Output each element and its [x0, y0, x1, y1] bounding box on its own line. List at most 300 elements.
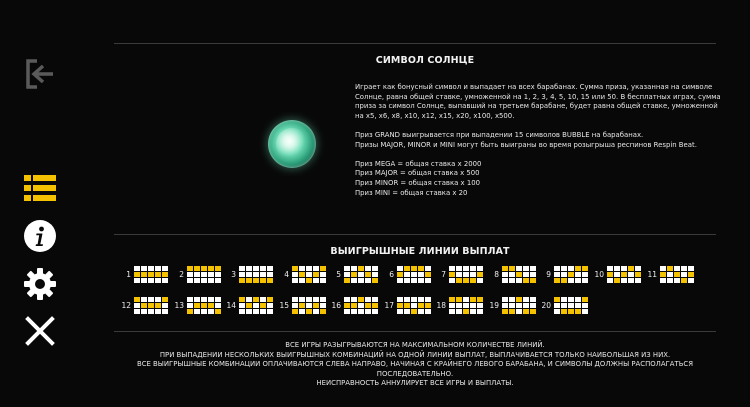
payline-cell-active — [667, 266, 673, 271]
middle-divider — [114, 234, 716, 235]
payline-cell-active — [404, 303, 410, 308]
payline-cell — [582, 303, 588, 308]
sun-symbol-description — [355, 83, 725, 198]
payline-cell — [530, 303, 536, 308]
payline-cell-active — [456, 297, 462, 302]
payline-cell — [260, 309, 266, 314]
payline-cell-active — [134, 297, 140, 302]
rules-line: ВСЕ ИГРЫ РАЗЫГРЫВАЮТСЯ НА МАКСИМАЛЬНОМ КОЛИЧЕСТВЕ ЛИНИЙ. — [285, 341, 545, 349]
payline-cell-active — [344, 278, 350, 283]
payline-cell-active — [575, 309, 581, 314]
payline-cell-active — [463, 278, 469, 283]
payline-number: 14 — [226, 301, 236, 310]
paylines-title: ВЫИГРЫШНЫЕ ЛИНИИ ВЫПЛАТ — [330, 246, 510, 257]
payline-cell — [358, 278, 364, 283]
payline-cell — [456, 309, 462, 314]
payline-cell — [509, 272, 515, 277]
payline-cell-active — [502, 309, 508, 314]
payline-cell — [134, 309, 140, 314]
payline-cell — [372, 272, 378, 277]
payline-cell — [215, 278, 221, 283]
payline-cell — [239, 266, 245, 271]
payline-cell — [463, 297, 469, 302]
payline-cell — [411, 303, 417, 308]
payline-cell — [449, 309, 455, 314]
payline-cell — [194, 272, 200, 277]
bottom-divider — [114, 331, 716, 332]
payline-item — [380, 297, 431, 314]
payline-cell — [292, 303, 298, 308]
payline-cell — [313, 278, 319, 283]
payline-cell — [253, 309, 259, 314]
payline-cell-active — [267, 278, 273, 283]
payline-number: 6 — [389, 270, 394, 279]
payline-cell-active — [260, 278, 266, 283]
payline-cell — [267, 309, 273, 314]
payline-cell-active — [628, 266, 634, 271]
payline-number: 17 — [384, 301, 394, 310]
payline-cell-active — [208, 303, 214, 308]
payline-cell — [201, 309, 207, 314]
payline-cell — [351, 266, 357, 271]
payline-cell — [568, 303, 574, 308]
payline-cell — [621, 266, 627, 271]
payline-cell — [246, 297, 252, 302]
payline-cell — [561, 266, 567, 271]
payline-cell-active — [568, 309, 574, 314]
payline-number: 15 — [279, 301, 289, 310]
payline-cell-active — [404, 266, 410, 271]
payline-number: 4 — [284, 270, 289, 279]
payline-cell — [141, 278, 147, 283]
payline-cell — [523, 297, 529, 302]
payline-cell — [635, 266, 641, 271]
payline-cell — [187, 272, 193, 277]
payline-cell — [681, 272, 687, 277]
exit-button[interactable] — [22, 56, 58, 92]
payline-cell-active — [306, 309, 312, 314]
payline-pattern — [292, 266, 326, 283]
payline-cell — [365, 278, 371, 283]
payline-cell-active — [449, 272, 455, 277]
payline-cell — [530, 266, 536, 271]
payline-cell — [463, 272, 469, 277]
payline-cell-active — [187, 309, 193, 314]
payline-cell — [516, 303, 522, 308]
payline-cell — [660, 278, 666, 283]
payline-cell — [365, 266, 371, 271]
payline-item — [432, 297, 483, 314]
payline-cell-active — [575, 266, 581, 271]
payline-cell — [628, 278, 634, 283]
payline-cell — [575, 272, 581, 277]
payline-number: 19 — [489, 301, 499, 310]
payline-cell — [246, 309, 252, 314]
payline-item — [275, 297, 326, 314]
payline-item — [275, 266, 326, 283]
payline-cell — [215, 297, 221, 302]
payline-cell — [561, 272, 567, 277]
payline-cell — [628, 272, 634, 277]
payline-cell — [470, 266, 476, 271]
payline-cell-active — [568, 272, 574, 277]
payline-pattern — [449, 266, 483, 283]
payline-cell — [635, 278, 641, 283]
payline-number: 16 — [331, 301, 341, 310]
payline-number: 1 — [126, 270, 131, 279]
payline-cell — [365, 309, 371, 314]
payline-cell — [470, 272, 476, 277]
payline-cell — [208, 278, 214, 283]
payline-number: 5 — [336, 270, 341, 279]
payline-cell — [155, 278, 161, 283]
payline-cell-active — [681, 278, 687, 283]
payline-cell-active — [358, 297, 364, 302]
payline-pattern — [554, 297, 588, 314]
payline-cell — [358, 303, 364, 308]
grand-prize-text: Приз GRAND выигрывается при выпадении 15 символов BUBBLE на барабанах. — [355, 130, 644, 139]
payline-cell — [575, 303, 581, 308]
payline-item — [117, 266, 168, 283]
payline-cell-active — [425, 272, 431, 277]
payline-cell — [411, 278, 417, 283]
payline-cell — [530, 272, 536, 277]
payline-cell-active — [155, 272, 161, 277]
payline-cell — [365, 297, 371, 302]
payline-cell — [516, 278, 522, 283]
payline-cell — [502, 278, 508, 283]
payline-cell-active — [292, 266, 298, 271]
payline-cell — [561, 297, 567, 302]
payline-item — [643, 266, 694, 283]
payline-cell — [404, 272, 410, 277]
payline-cell-active — [148, 272, 154, 277]
payline-cell — [404, 297, 410, 302]
payline-cell — [239, 272, 245, 277]
payline-cell-active — [372, 278, 378, 283]
close-icon — [25, 316, 55, 346]
payline-cell-active — [477, 297, 483, 302]
payline-cell — [239, 309, 245, 314]
payline-cell-active — [397, 272, 403, 277]
payline-item — [380, 266, 431, 283]
payline-cell — [313, 266, 319, 271]
payline-cell — [344, 272, 350, 277]
payline-cell — [344, 309, 350, 314]
payline-cell-active — [246, 278, 252, 283]
rules-line: ПРИ ВЫПАДЕНИИ НЕСКОЛЬКИХ ВЫИГРЫШНЫХ КОМБИНАЦИЙ НА ОДНОЙ ЛИНИИ ВЫПЛАТ, ВЫПЛАЧИВАЕТСЯ ТОЛЬКО НАИБОЛЬШАЯ ИЗ НИХ. — [159, 350, 671, 359]
payline-cell — [320, 272, 326, 277]
info-icon — [24, 220, 56, 252]
payline-cell — [162, 309, 168, 314]
payline-cell — [561, 303, 567, 308]
payline-cell — [155, 309, 161, 314]
payline-cell — [554, 309, 560, 314]
payline-cell — [320, 278, 326, 283]
payline-cell — [575, 297, 581, 302]
payline-pattern — [292, 297, 326, 314]
payline-cell — [215, 272, 221, 277]
payline-cell — [404, 309, 410, 314]
payline-cell — [351, 297, 357, 302]
payline-cell — [246, 272, 252, 277]
payline-cell — [688, 266, 694, 271]
payline-cell-active — [351, 303, 357, 308]
payline-cell-active — [411, 309, 417, 314]
payline-cell — [208, 309, 214, 314]
payline-cell-active — [306, 278, 312, 283]
payline-cell-active — [688, 272, 694, 277]
prize-mini: Приз MINI = общая ставка x 20 — [355, 188, 468, 197]
payline-cell — [582, 272, 588, 277]
exit-icon — [23, 57, 57, 91]
payline-cell — [141, 309, 147, 314]
payline-cell — [299, 297, 305, 302]
payline-cell — [299, 278, 305, 283]
payline-cell — [621, 278, 627, 283]
list-icon — [24, 174, 56, 202]
payline-item — [432, 266, 483, 283]
payline-cell — [306, 303, 312, 308]
payline-cell-active — [260, 303, 266, 308]
prize-list — [355, 160, 725, 198]
payline-cell — [306, 272, 312, 277]
payline-cell — [162, 303, 168, 308]
payline-cell-active — [320, 266, 326, 271]
payline-cell — [477, 309, 483, 314]
sun-symbol-image — [268, 120, 316, 168]
payline-cell — [344, 297, 350, 302]
payline-cell — [418, 272, 424, 277]
payline-cell-active — [561, 309, 567, 314]
payline-cell-active — [607, 272, 613, 277]
payline-cell-active — [187, 266, 193, 271]
prize-minor: Приз MINOR = общая ставка x 100 — [355, 178, 480, 187]
payline-item — [537, 297, 588, 314]
payline-cell — [523, 303, 529, 308]
payline-pattern — [134, 297, 168, 314]
payline-cell — [253, 272, 259, 277]
top-divider — [114, 43, 716, 44]
payline-cell-active — [239, 278, 245, 283]
sidebar — [0, 0, 80, 407]
payline-cell — [425, 309, 431, 314]
payline-cell — [688, 278, 694, 283]
payline-cell — [320, 297, 326, 302]
payline-cell — [260, 297, 266, 302]
payline-cell — [418, 278, 424, 283]
payline-cell — [267, 266, 273, 271]
payline-item — [327, 297, 378, 314]
payline-pattern — [239, 297, 273, 314]
payline-cell — [477, 278, 483, 283]
payline-cell — [246, 266, 252, 271]
payline-number: 20 — [541, 301, 551, 310]
payline-cell — [208, 297, 214, 302]
payline-cell — [607, 266, 613, 271]
payline-cell — [260, 272, 266, 277]
payline-cell — [516, 309, 522, 314]
payline-cell — [568, 278, 574, 283]
payline-cell — [194, 297, 200, 302]
payline-item — [170, 297, 221, 314]
payline-cell — [568, 297, 574, 302]
payline-cell-active — [162, 272, 168, 277]
payline-cell — [607, 278, 613, 283]
rules-footer — [120, 341, 710, 389]
payline-cell-active — [344, 303, 350, 308]
payline-cell — [344, 266, 350, 271]
payline-cell-active — [358, 266, 364, 271]
prize-major: Приз MAJOR = общая ставка x 500 — [355, 169, 480, 178]
payline-cell — [674, 278, 680, 283]
payline-cell — [292, 297, 298, 302]
payline-cell-active — [239, 297, 245, 302]
payline-cell — [306, 297, 312, 302]
payline-cell — [397, 297, 403, 302]
payline-cell — [194, 278, 200, 283]
payline-cell — [313, 297, 319, 302]
payline-cell — [208, 272, 214, 277]
payline-cell — [674, 266, 680, 271]
payline-cell — [470, 309, 476, 314]
payline-cell-active — [530, 309, 536, 314]
payline-cell-active — [509, 309, 515, 314]
payline-cell — [134, 278, 140, 283]
payline-cell-active — [470, 297, 476, 302]
payline-cell-active — [215, 266, 221, 271]
info-button[interactable] — [22, 218, 58, 254]
payline-cell — [425, 297, 431, 302]
payline-cell — [292, 278, 298, 283]
payline-cell — [306, 266, 312, 271]
payline-cell-active — [561, 278, 567, 283]
payline-cell — [667, 272, 673, 277]
payline-pattern — [660, 266, 694, 283]
payline-cell — [320, 303, 326, 308]
payline-cell — [554, 266, 560, 271]
payline-pattern — [134, 266, 168, 283]
payline-cell-active — [299, 272, 305, 277]
payline-pattern — [607, 266, 641, 283]
payline-cell — [456, 272, 462, 277]
payline-cell-active — [253, 297, 259, 302]
payline-cell — [456, 303, 462, 308]
payline-cell — [134, 303, 140, 308]
payline-cell — [425, 266, 431, 271]
payline-cell — [239, 303, 245, 308]
payline-number: 11 — [647, 270, 657, 279]
payline-cell — [187, 303, 193, 308]
payline-cell — [162, 278, 168, 283]
payline-item — [590, 266, 641, 283]
payline-cell-active — [320, 309, 326, 314]
payline-cell-active — [621, 272, 627, 277]
payline-cell-active — [449, 297, 455, 302]
payline-cell-active — [267, 297, 273, 302]
rules-line: ВСЕ ВЫИГРЫШНЫЕ КОМБИНАЦИИ ОПЛАЧИВАЮТСЯ СЛЕВА НАПРАВО, НАЧИНАЯ С КРАЙНЕГО ЛЕВОГО БАРАБАНА, И СИМВОЛЫ ДОЛЖНЫ РАСПОЛАГАТЬСЯ ПОСЛЕДОВАТЕЛЬНО. — [136, 360, 694, 378]
payline-cell-active — [463, 309, 469, 314]
payline-cell — [299, 266, 305, 271]
payline-cell — [404, 278, 410, 283]
payline-item — [537, 266, 588, 283]
payline-cell-active — [582, 266, 588, 271]
payline-cell — [253, 266, 259, 271]
payline-cell — [358, 309, 364, 314]
payline-cell — [187, 278, 193, 283]
payline-pattern — [239, 266, 273, 283]
payline-number: 8 — [494, 270, 499, 279]
payline-number: 13 — [174, 301, 184, 310]
payline-cell — [141, 297, 147, 302]
payline-cell — [523, 272, 529, 277]
sun-symbol-title: СИМВОЛ СОЛНЦЕ — [375, 55, 475, 66]
settings-button[interactable] — [22, 266, 58, 302]
payline-pattern — [187, 266, 221, 283]
paytable-button[interactable] — [22, 170, 58, 206]
payline-cell — [681, 266, 687, 271]
payline-cell — [267, 303, 273, 308]
payline-number: 9 — [546, 270, 551, 279]
payline-cell-active — [635, 272, 641, 277]
payline-cell-active — [582, 297, 588, 302]
payline-cell-active — [365, 272, 371, 277]
payline-cell — [397, 266, 403, 271]
payline-cell-active — [516, 297, 522, 302]
payline-cell-active — [456, 278, 462, 283]
payline-cell — [155, 266, 161, 271]
payline-cell-active — [523, 309, 529, 314]
payline-item — [485, 297, 536, 314]
payline-pattern — [187, 297, 221, 314]
payline-cell — [530, 297, 536, 302]
payline-cell — [201, 272, 207, 277]
payline-cell — [292, 272, 298, 277]
payline-cell-active — [148, 303, 154, 308]
payline-cell — [582, 309, 588, 314]
payline-cell-active — [425, 303, 431, 308]
payline-cell-active — [134, 272, 140, 277]
payline-cell-active — [470, 278, 476, 283]
payline-cell-active — [397, 303, 403, 308]
payline-item — [222, 266, 273, 283]
payline-cell — [667, 278, 673, 283]
payline-cell-active — [201, 266, 207, 271]
payline-cell — [418, 297, 424, 302]
payline-cell — [253, 303, 259, 308]
payline-cell-active — [253, 278, 259, 283]
payline-cell-active — [418, 303, 424, 308]
payline-number: 18 — [436, 301, 446, 310]
payline-cell — [554, 303, 560, 308]
payline-cell-active — [614, 278, 620, 283]
close-button[interactable] — [22, 313, 58, 349]
payline-cell-active — [162, 297, 168, 302]
payline-cell — [372, 309, 378, 314]
rules-line: НЕИСПРАВНОСТЬ АННУЛИРУЕТ ВСЕ ИГРЫ И ВЫПЛАТЫ. — [316, 379, 514, 388]
payline-cell — [372, 297, 378, 302]
payline-cell — [411, 297, 417, 302]
payline-cell-active — [477, 272, 483, 277]
payline-cell — [502, 303, 508, 308]
payline-cell-active — [351, 272, 357, 277]
payline-cell — [313, 309, 319, 314]
payline-cell — [155, 297, 161, 302]
payline-cell — [299, 309, 305, 314]
payline-pattern — [449, 297, 483, 314]
payline-number: 12 — [121, 301, 131, 310]
payline-cell-active — [313, 272, 319, 277]
